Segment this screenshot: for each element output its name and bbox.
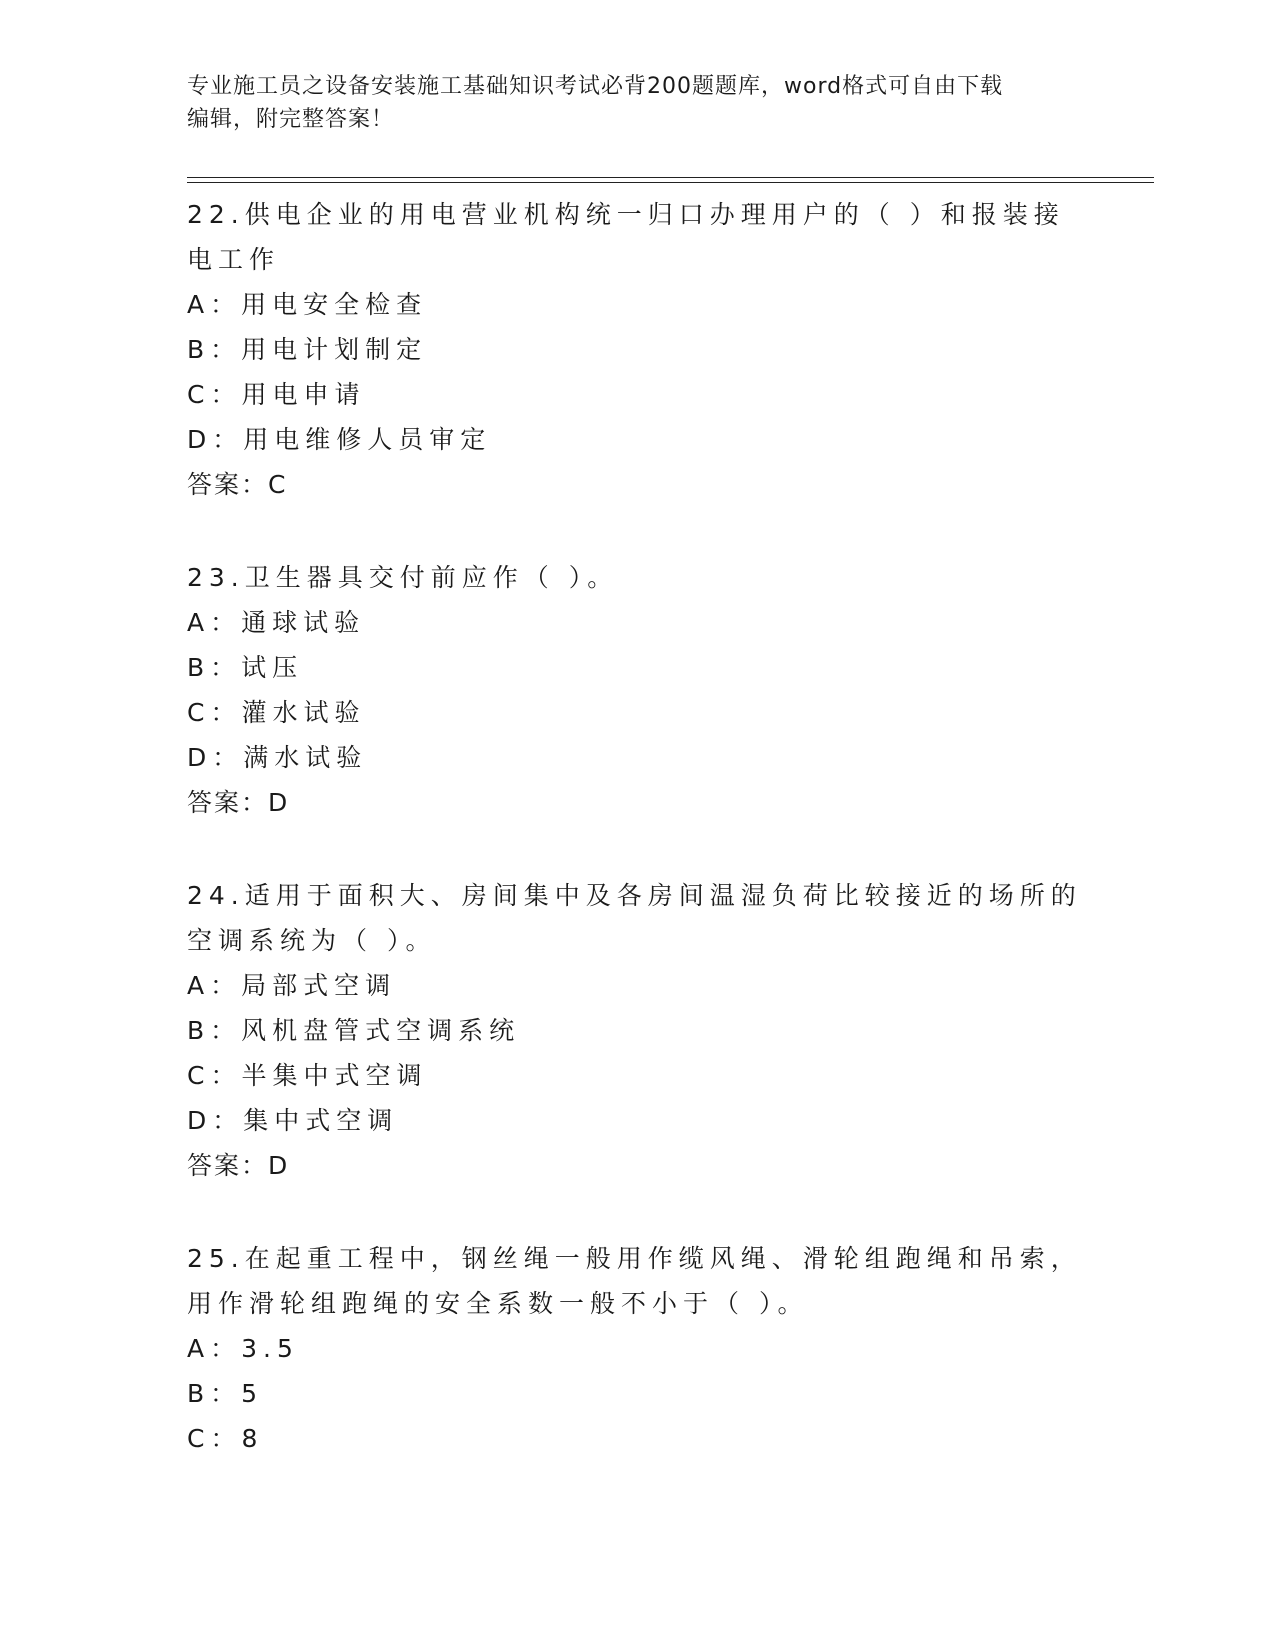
question-spacer xyxy=(187,1188,1087,1234)
question-list xyxy=(187,190,1087,1461)
option-b: B：用电计划制定 xyxy=(187,335,428,364)
option-d: D：满水试验 xyxy=(187,743,368,772)
option-b: B：试压 xyxy=(187,653,304,682)
header-title-line2: 编辑，附完整答案！ xyxy=(187,107,395,132)
question-spacer xyxy=(187,825,1087,871)
option-d: D：用电维修人员审定 xyxy=(187,425,492,454)
header-title-line1: 专业施工员之设备安装施工基础知识考试必背200题题库，word格式可自由下载 xyxy=(187,74,1004,99)
option-c: C：用电申请 xyxy=(187,380,366,409)
option-a: A：局部式空调 xyxy=(187,971,397,1000)
header-divider-bottom xyxy=(187,182,1154,183)
question-text: 22.供电企业的用电营业机构统一归口办理用户的（ ）和报装接电工作 xyxy=(187,200,1065,274)
answer-line: 答案：D xyxy=(187,788,290,817)
option-c: C：半集中式空调 xyxy=(187,1061,428,1090)
option-c: C：8 xyxy=(187,1424,264,1453)
question-text: 24.适用于面积大、房间集中及各房间温湿负荷比较接近的场所的空调系统为（ ）。 xyxy=(187,881,1082,955)
question-24 xyxy=(187,871,1087,1188)
question-25 xyxy=(187,1234,1087,1461)
option-b: B：风机盘管式空调系统 xyxy=(187,1016,521,1045)
option-a: A：通球试验 xyxy=(187,608,366,637)
option-c: C：灌水试验 xyxy=(187,698,366,727)
answer-line: 答案：D xyxy=(187,1151,290,1180)
option-d: D：集中式空调 xyxy=(187,1106,399,1135)
question-spacer xyxy=(187,507,1087,553)
option-a: A：用电安全检查 xyxy=(187,290,428,319)
question-22 xyxy=(187,190,1087,507)
option-b: B：5 xyxy=(187,1379,264,1408)
question-text: 23.卫生器具交付前应作（ ）。 xyxy=(187,563,619,592)
document-header xyxy=(187,70,1067,136)
answer-line: 答案：C xyxy=(187,470,288,499)
question-text: 25.在起重工程中，钢丝绳一般用作缆风绳、滑轮组跑绳和吊索，用作滑轮组跑绳的安全系数一般不小于（ ）。 xyxy=(187,1244,1082,1318)
header-divider-top xyxy=(187,177,1154,178)
option-a: A：3.5 xyxy=(187,1334,299,1363)
question-23 xyxy=(187,553,1087,825)
